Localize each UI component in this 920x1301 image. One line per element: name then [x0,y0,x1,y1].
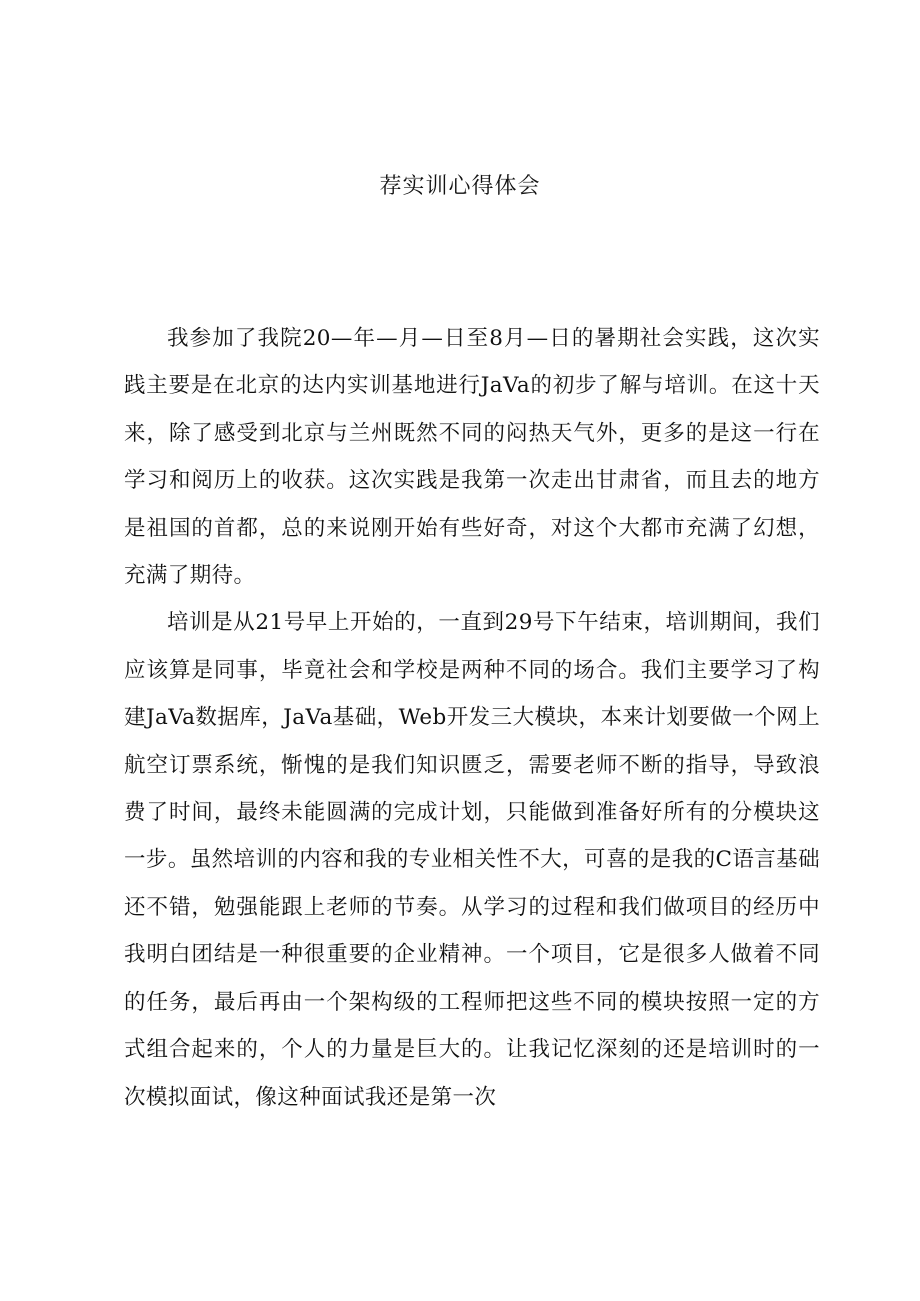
document-body [124,315,820,1121]
document-title: 荐实训心得体会 [379,174,541,199]
paragraph-2: 培训是从21号早上开始的，一直到29号下午结束，培训期间，我们应该算是同事，毕竟社会和学校是两种不同的场合。我们主要学习了构建JaVa数据库，JaVa基础，Web开发三大模块，本来计划要做一个网上航空订票系统，惭愧的是我们知识匮乏，需要老师不断的指导，导致浪费了时间，最终未能圆满的完成计划，只能做到准备好所有的分模块这一步。虽然培训的内容和我的专业相关性不大，可喜的是我的C语言基础还不错，勉强能跟上老师的节奏。从学习的过程和我们做项目的经历中我明白团结是一种很重要的企业精神。一个项目，它是很多人做着不同的任务，最后再由一个架构级的工程师把这些不同的模块按照一定的方式组合起来的，个人的力量是巨大的。让我记忆深刻的还是培训时的一次模拟面试，像这种面试我还是第一次 [124,610,820,1110]
paragraph-1: 我参加了我院20—年—月—日至8月—日的暑期社会实践，这次实践主要是在北京的达内实训基地进行JaVa的初步了解与培训。在这十天来，除了感受到北京与兰州既然不同的闷热天气外，更多的是这一行在学习和阅历上的收获。这次实践是我第一次走出甘肃省，而且去的地方是祖国的首都，总的来说刚开始有些好奇，对这个大都市充满了幻想，充满了期待。 [124,326,820,589]
